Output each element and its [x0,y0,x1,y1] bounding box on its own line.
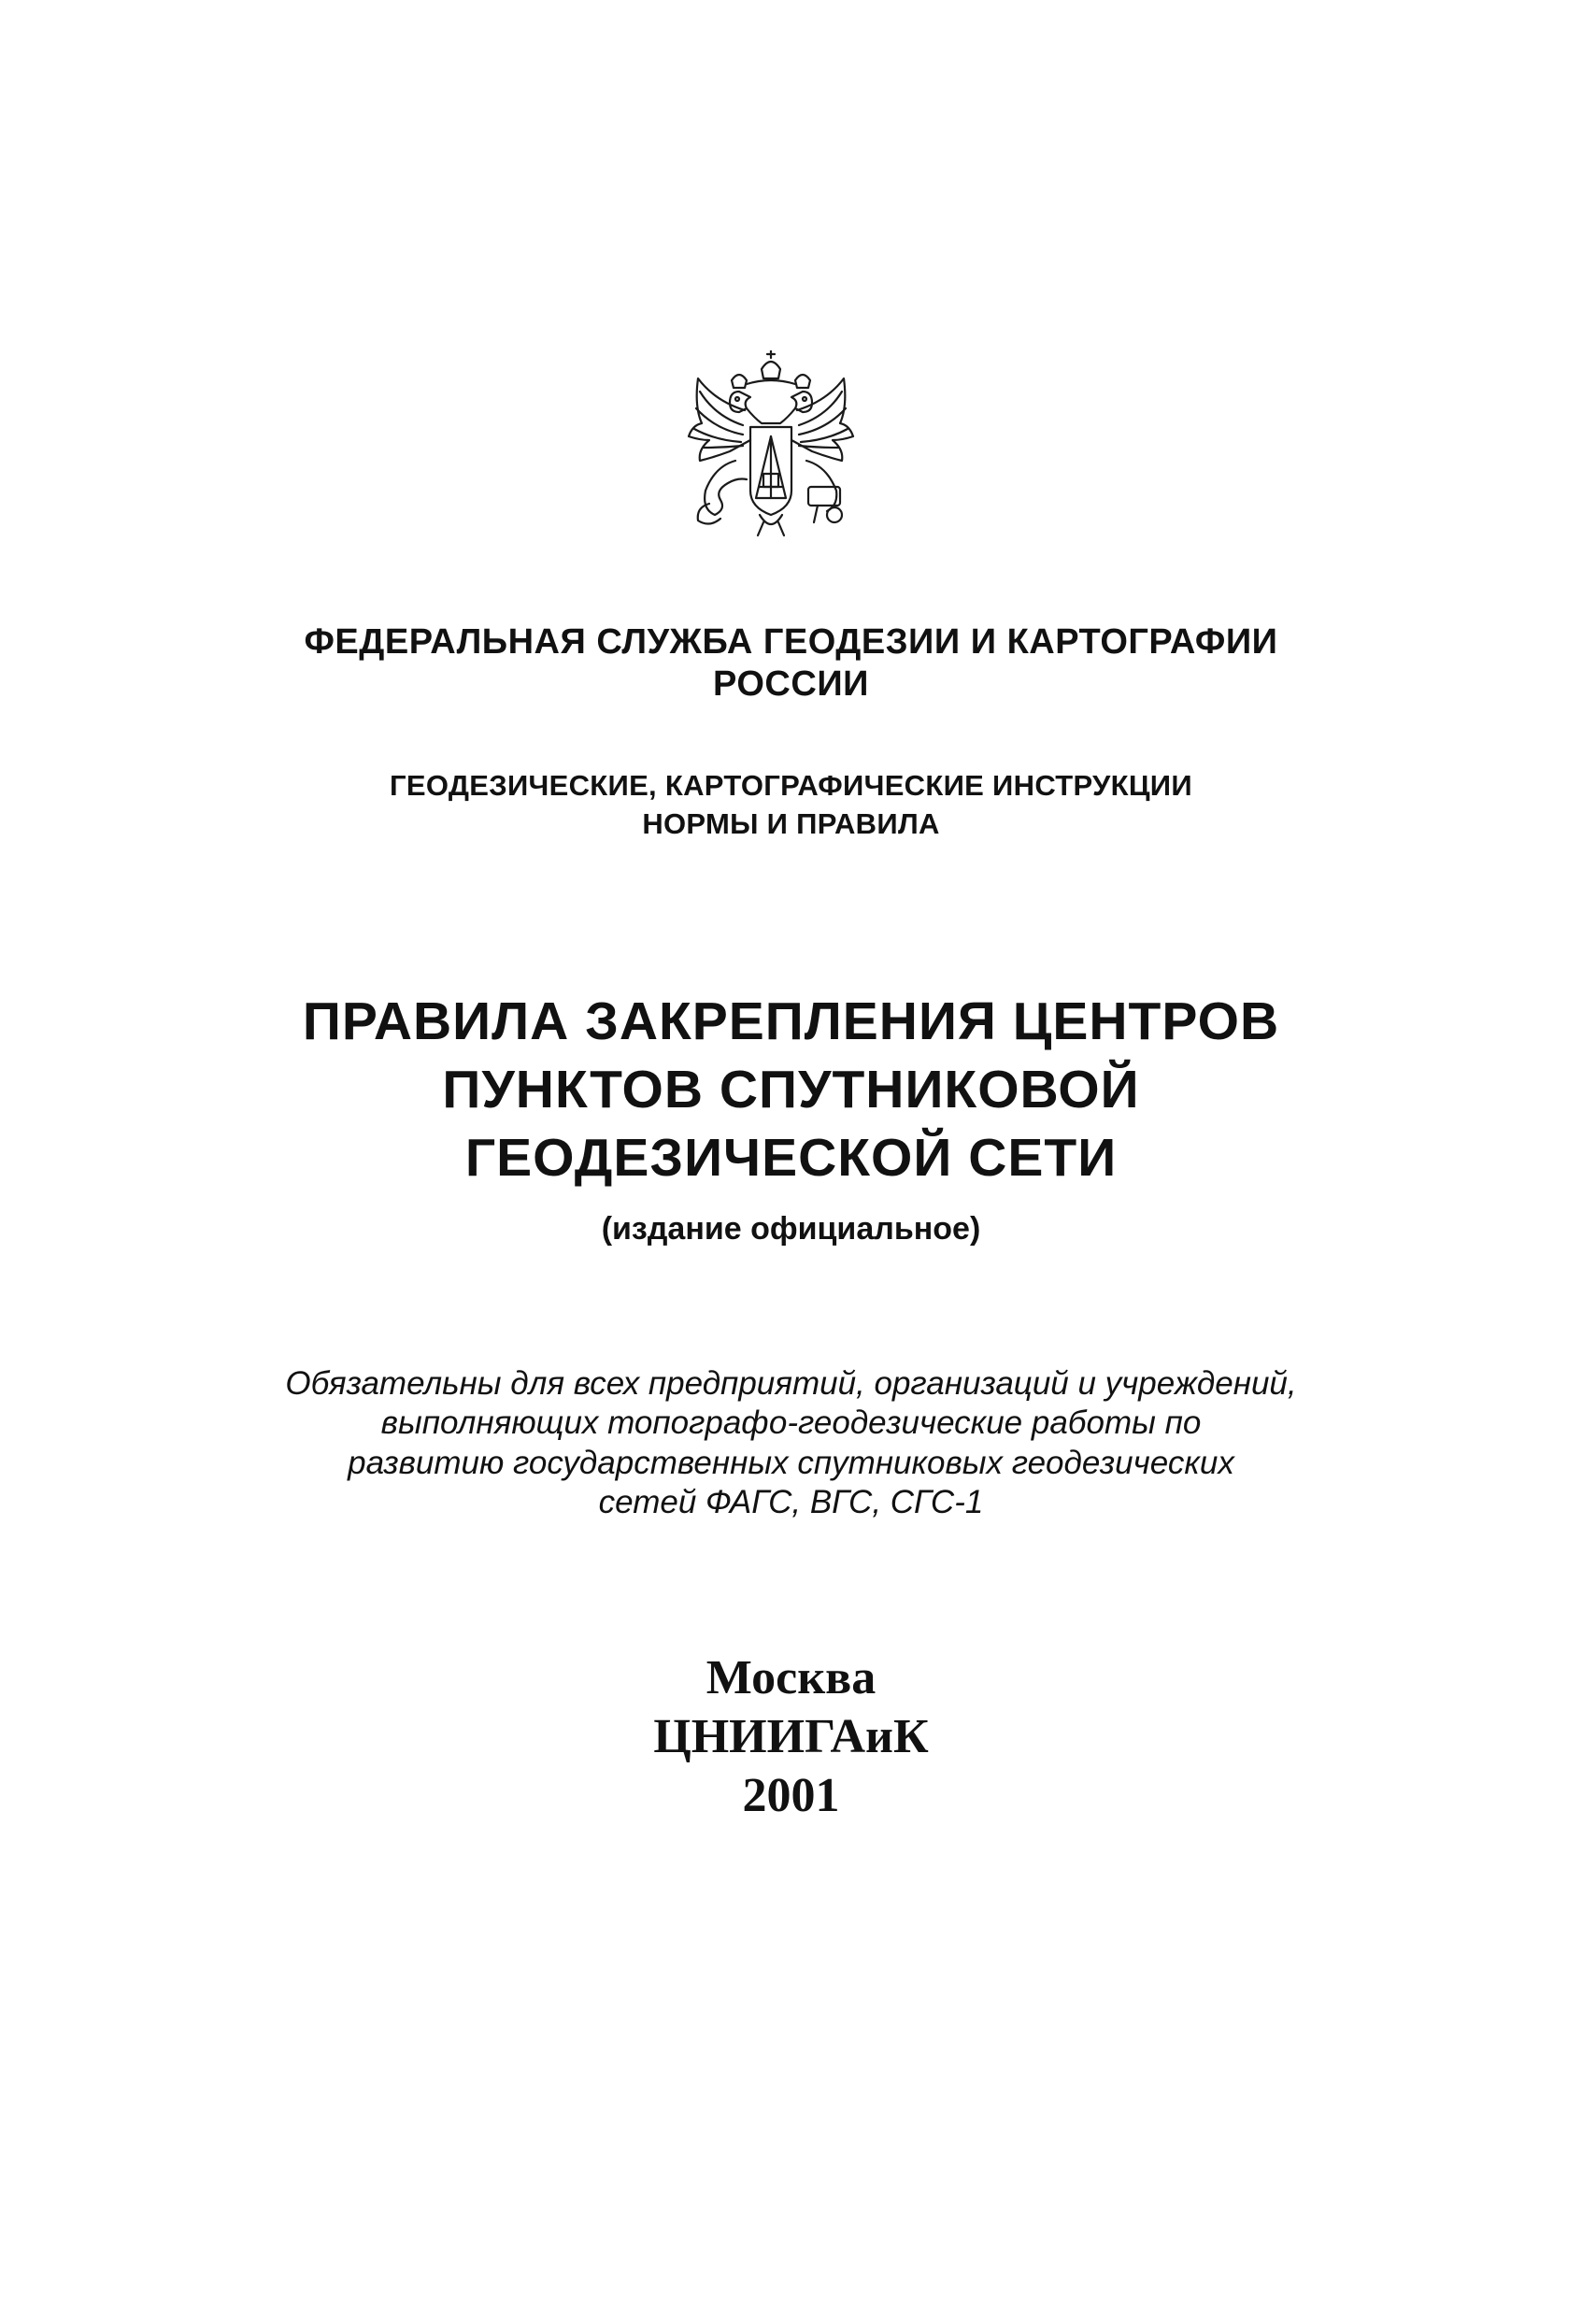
publication-year: 2001 [742,1769,840,1822]
scope-note-line-4: сетей ФАГС, ВГС, СГС-1 [598,1484,984,1520]
document-title-line-3: ГЕОДЕЗИЧЕСКОЙ СЕТИ [464,1128,1118,1188]
organization-name-line-2: РОССИИ [713,664,869,704]
series-title-line-2: НОРМЫ И ПРАВИЛА [642,807,940,840]
publisher-name: ЦНИИГАиК [653,1710,929,1763]
publication-city: Москва [705,1651,877,1704]
document-title-line-2: ПУНКТОВ СПУТНИКОВОЙ [442,1060,1140,1119]
document-title-line-1: ПРАВИЛА ЗАКРЕПЛЕНИЯ ЦЕНТРОВ [302,991,1280,1051]
series-title-line-1: ГЕОДЕЗИЧЕСКИЕ, КАРТОГРАФИЧЕСКИЕ ИНСТРУКЦИИ [390,769,1192,802]
organization-name-line-1: ФЕДЕРАЛЬНАЯ СЛУЖБА ГЕОДЕЗИИ И КАРТОГРАФИИ [304,622,1278,662]
scope-note-line-1: Обязательны для всех предприятий, организаций и учреждений, [285,1365,1297,1402]
scope-note-line-2: выполняющих топографо-геодезические работы по [380,1404,1202,1441]
edition-label: (издание официальное) [601,1211,981,1247]
double-headed-eagle-emblem-icon [677,350,864,561]
scope-note-line-3: развитию государственных спутниковых геодезических [348,1445,1234,1481]
